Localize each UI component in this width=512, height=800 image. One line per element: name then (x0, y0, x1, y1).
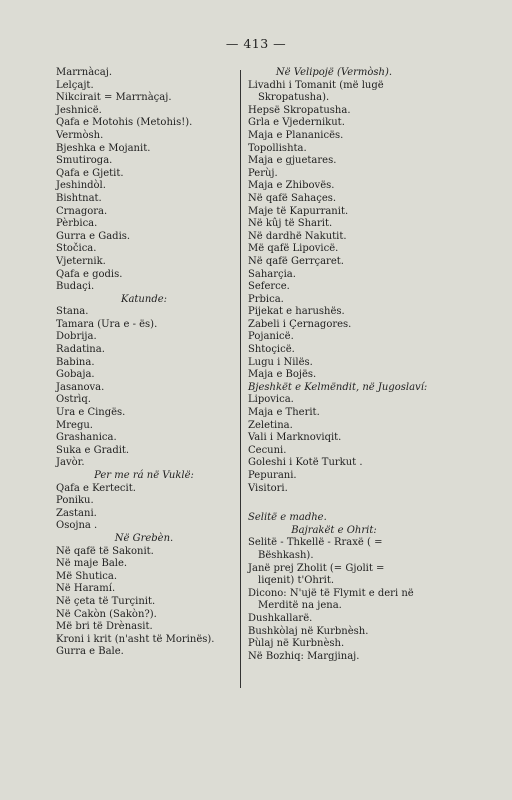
list-item: Bushkòlaj në Kurbnèsh. (248, 625, 369, 637)
list-item: Livadhi i Tomanit (më lugë Skropatusha). (248, 79, 384, 104)
list-item: Radatina. (56, 344, 105, 356)
right-column (248, 67, 428, 663)
list-item: Grashanica. (56, 432, 117, 444)
page-number: — 413 — (225, 36, 287, 51)
left-column (56, 67, 232, 659)
list-item: Seferce. (248, 281, 290, 293)
list-item: Perùj. (248, 167, 278, 179)
list-item: Osojna . (56, 520, 98, 532)
list-item: Shtoçicë. (248, 344, 295, 356)
list-item: Visitori. (248, 482, 288, 494)
list-item: Babina. (56, 356, 95, 368)
list-item: Stana. (56, 306, 89, 318)
list-item: Topollishta. (248, 142, 307, 154)
list-item: Cecuni. (248, 444, 287, 456)
list-item: Zeletina. (248, 419, 293, 431)
list-item: Bjeshka e Mojanit. (56, 142, 151, 154)
list-item: Maja e Plananicës. (248, 129, 344, 141)
list-item: Në qafë Gerrçaret. (248, 255, 344, 267)
list-item: Maja e Bojës. (248, 369, 317, 381)
list-item: Goleshi i Kotë Turkut . (248, 457, 363, 469)
list-item: Qafa e Kertecit. (56, 482, 136, 494)
list-item: Në Haramí. (56, 583, 116, 595)
list-item: Maje të Kapurranit. (248, 205, 349, 217)
list-item: Dicono: N'ujë të Flymit e deri në Merditë na jena. (248, 587, 414, 612)
list-item: Tamara (Ura e - ës). (56, 318, 158, 330)
list-item: Pùlaj në Kurbnèsh. (248, 638, 345, 650)
list-item: Në Cakòn (Sakòn?). (56, 608, 157, 620)
list-item: Në maje Bale. (56, 558, 128, 570)
list-item: Qafa e Motohis (Metohis!). (56, 117, 193, 129)
list-item: Zabeli i Çernagores. (248, 318, 352, 330)
list-item: Nikcirait = Marrnàçaj. (56, 92, 172, 104)
list-item: Smutiroga. (56, 155, 113, 167)
list-item: Gurra e Bale. (56, 646, 124, 658)
list-item: Janë prej Zholit (= Gjolit = liqenit) t'Ohrit. (248, 562, 385, 587)
list-item: Stočica. (56, 243, 97, 255)
list-item: Vjeternik. (56, 255, 106, 267)
list-item: Pijekat e harushës. (248, 306, 345, 318)
list-item: Lugu i Nilës. (248, 356, 313, 368)
section-heading: Bjeshkët e Kelmëndit, në Jugoslaví: (248, 381, 428, 393)
section-heading: Selitë e madhe. (248, 512, 327, 524)
list-item: Prbica. (248, 293, 284, 305)
list-item: Lipovica. (248, 394, 294, 406)
list-item: Bishtnat. (56, 192, 102, 204)
list-item: Grla e Vjedernikut. (248, 117, 345, 129)
section-heading: Bajrakët e Ohrit: (291, 524, 377, 536)
list-item: Ura e Cingës. (56, 407, 126, 419)
list-item: Budaçi. (56, 281, 95, 293)
section-heading: Në Grebèn. (114, 532, 174, 544)
list-item: Zastani. (56, 507, 97, 519)
list-item: Selitë - Thkellë - Rraxë ( = Bëshkash). (248, 537, 383, 561)
list-item: Saharçia. (248, 268, 296, 280)
list-item: Jeshnicë. (56, 104, 102, 116)
section-heading: Per me rá në Vuklë: (94, 470, 194, 481)
list-item: Maja e Therit. (248, 407, 320, 419)
list-item: Në Bozhiq: Margjinaj. (248, 650, 360, 662)
list-item: Jasanova. (56, 381, 105, 393)
column-divider (240, 70, 241, 688)
list-item: Suka e Gradit. (56, 444, 130, 456)
list-item: Dushkallarë. (248, 612, 313, 624)
list-item: Poniku. (56, 495, 94, 507)
list-item: Gurra e Gadis. (56, 230, 131, 242)
list-item: Maja e gjuetares. (248, 155, 337, 167)
list-item: Në kûj të Sharit. (248, 218, 333, 230)
list-item: Maja e Zhibovës. (248, 180, 335, 192)
list-item: Pèrbica. (56, 218, 98, 230)
list-item: Dobrija. (56, 331, 97, 343)
list-item: Crnagora. (56, 205, 108, 217)
list-item: Në qafë Sahaçes. (248, 192, 337, 204)
list-item: Gobaja. (56, 369, 95, 381)
list-item: Pepurani. (248, 470, 297, 481)
list-item: Vali i Marknoviqit. (248, 432, 342, 444)
list-item: Në dardhë Nakutit. (248, 230, 347, 242)
list-item: Marrnàcaj. (56, 67, 113, 78)
list-item: Javòr. (56, 457, 85, 469)
list-item: Më Shutica. (56, 570, 118, 582)
list-item: Ostrìq. (56, 394, 91, 406)
list-item: Pojanicë. (248, 331, 294, 343)
list-item: Jeshindòl. (56, 180, 106, 192)
list-item: Vermòsh. (56, 129, 104, 141)
section-heading: Në Velipojë (Vermòsh). (275, 67, 393, 78)
list-item: Qafa e godis. (56, 268, 123, 280)
list-item: Hepsë Skropatusha. (248, 104, 351, 116)
list-item: Më qafë Lipovicë. (248, 243, 339, 255)
section-heading: Katunde: (120, 293, 168, 305)
list-item: Kroni i krit (n'asht të Morinës). (56, 633, 215, 645)
list-item: Lelçajt. (56, 79, 94, 91)
list-item: Më bri të Drènasit. (56, 621, 153, 633)
list-item: Mregu. (56, 419, 93, 431)
list-item: Në qafë të Sakonit. (56, 545, 154, 557)
list-item: Në çeta të Turçinit. (56, 595, 156, 607)
list-item: Qafa e Gjetit. (56, 167, 124, 179)
